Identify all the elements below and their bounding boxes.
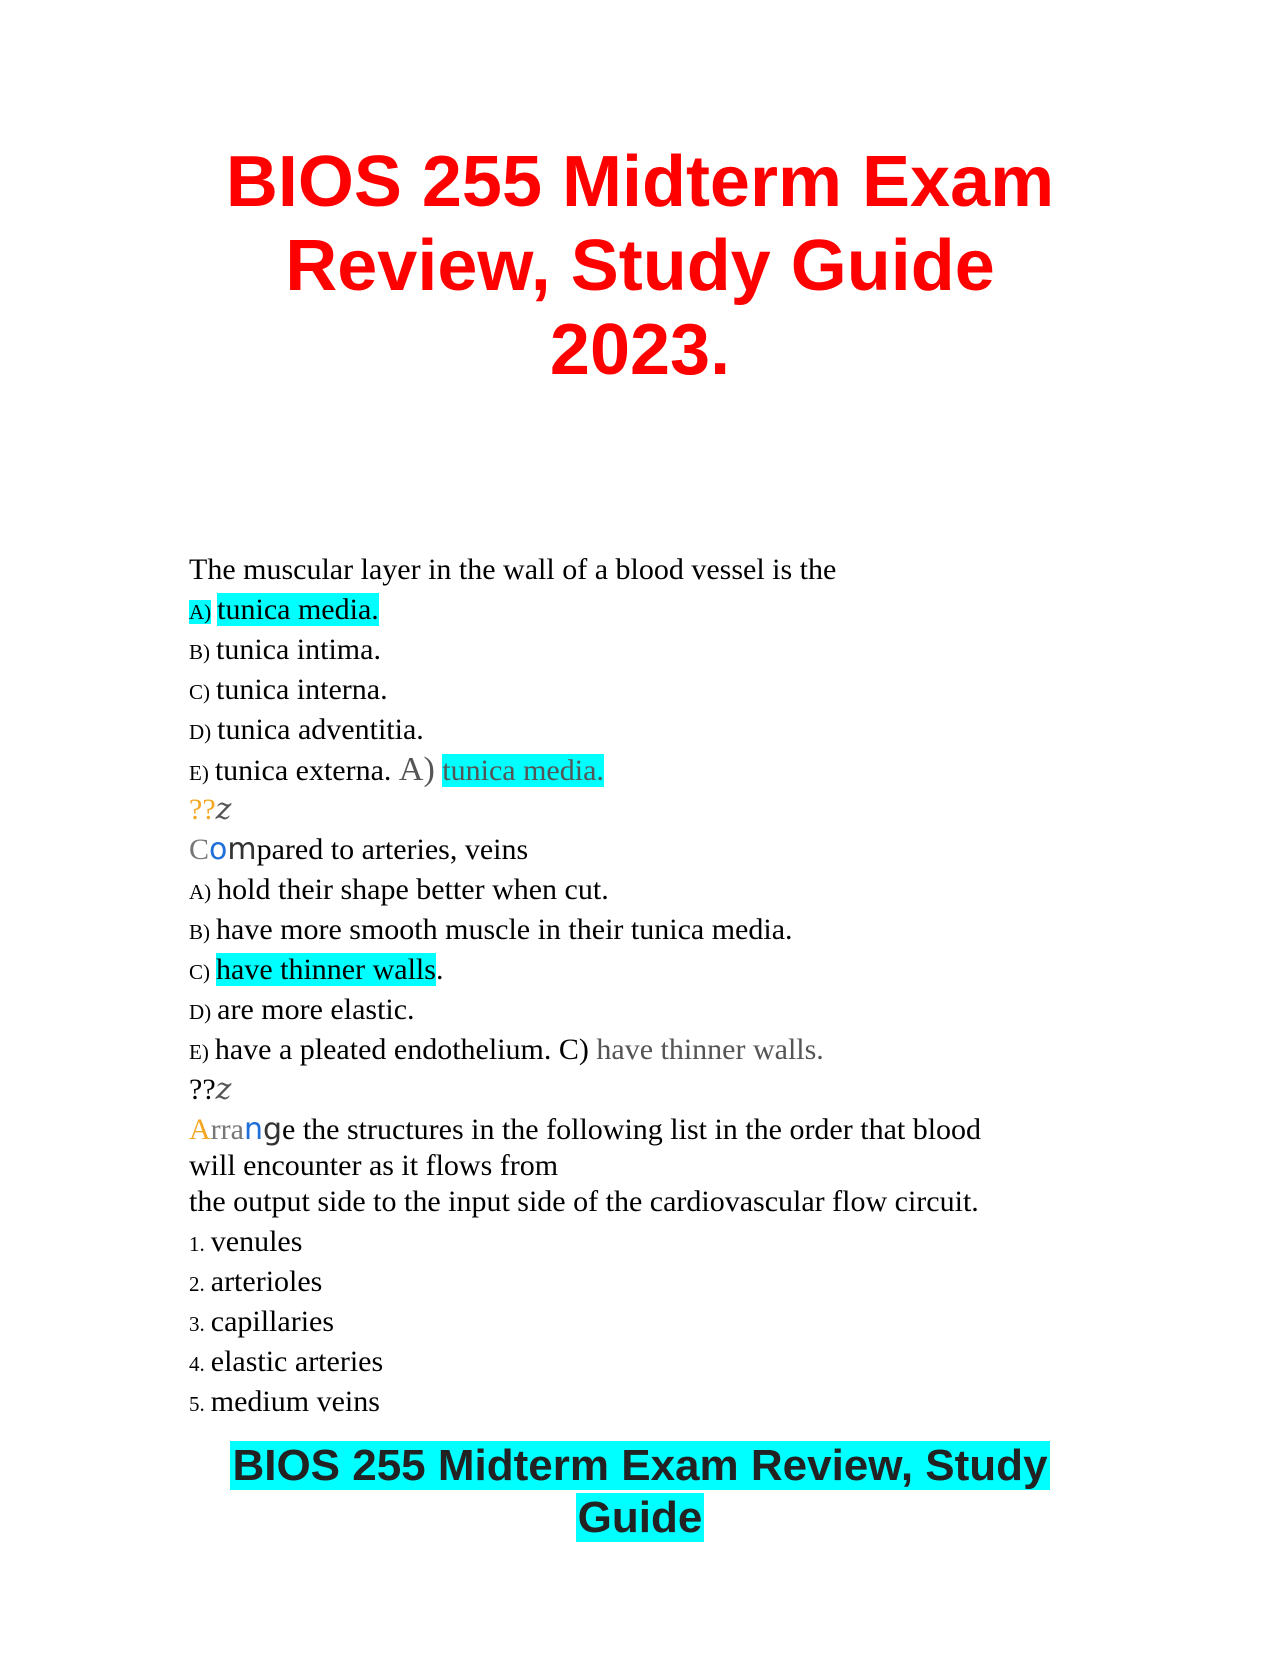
footer-heading: [0, 1440, 1280, 1544]
option-text-highlighted: have thinner walls: [216, 953, 436, 986]
item-number: 1.: [189, 1232, 205, 1256]
document-body: [189, 550, 1089, 1422]
separator-mark-2: [189, 1070, 1089, 1110]
option-letter: B): [189, 640, 210, 664]
question-1-option-e: [189, 750, 1089, 790]
answer-text: have thinner walls.: [596, 1033, 824, 1066]
question-1-option-a: [189, 590, 1089, 630]
question-2-option-b: [189, 910, 1089, 950]
option-letter: A): [189, 880, 212, 904]
option-letter: D): [189, 720, 212, 744]
answer-text: tunica media.: [442, 754, 604, 787]
question-marks: ??: [189, 1073, 216, 1106]
option-suffix: .: [435, 953, 444, 986]
option-text: tunica externa.: [214, 754, 392, 787]
option-letter: D): [189, 1000, 212, 1024]
question-2-option-a: [189, 870, 1089, 910]
footer-line-1: BIOS 255 Midterm Exam Review, Study: [232, 1441, 1048, 1490]
option-text: tunica intima.: [216, 633, 381, 666]
question-3-stem-line-3: the output side to the input side of the cardiovascular flow circuit.: [189, 1185, 979, 1218]
item-text: venules: [210, 1225, 303, 1258]
stem-fragment: n: [243, 1112, 263, 1147]
option-letter: E): [189, 761, 209, 785]
item-number: 4.: [189, 1352, 205, 1376]
question-3-stem: [189, 1110, 1089, 1150]
stem-fragment: g: [262, 1112, 283, 1147]
question-1-option-c: [189, 670, 1089, 710]
stem-fragment: C: [189, 833, 210, 866]
stem-fragment: m: [227, 832, 257, 867]
stem-fragment: e the structures in the following list in the order that blood: [282, 1113, 982, 1146]
option-text: have more smooth muscle in their tunica media.: [216, 913, 793, 946]
item-number: 3.: [189, 1312, 205, 1336]
question-2-stem: [189, 830, 1089, 870]
title-line-1: BIOS 255 Midterm Exam: [225, 142, 1055, 222]
answer-letter: A): [398, 751, 435, 788]
option-letter: B): [189, 920, 210, 944]
footer-line-2: Guide: [577, 1493, 703, 1542]
option-text: hold their shape better when cut.: [217, 873, 609, 906]
answer-letter: C): [558, 1033, 589, 1066]
option-letter: E): [189, 1040, 209, 1064]
option-letter: A): [189, 600, 212, 624]
document-title: [0, 140, 1280, 392]
title-line-2: Review, Study Guide: [285, 226, 995, 306]
question-2-option-d: [189, 990, 1089, 1030]
item-text: medium veins: [210, 1385, 380, 1418]
option-text: have a pleated endothelium.: [214, 1033, 552, 1066]
list-item-2: [189, 1262, 1089, 1302]
option-letter: C): [189, 960, 210, 984]
option-text: tunica interna.: [216, 673, 388, 706]
option-letter: C): [189, 680, 210, 704]
stem-fragment: A: [189, 1113, 211, 1146]
option-text-highlighted: tunica media.: [217, 593, 379, 626]
stem-fragment: pared to arteries, veins: [256, 833, 529, 866]
z-mark: z: [215, 1072, 232, 1107]
list-item-1: [189, 1222, 1089, 1262]
item-text: arterioles: [210, 1265, 323, 1298]
question-1-option-d: [189, 710, 1089, 750]
item-number: 5.: [189, 1392, 205, 1416]
question-3-stem-line-2: will encounter as it flows from: [189, 1149, 559, 1182]
list-item-4: [189, 1342, 1089, 1382]
item-number: 2.: [189, 1272, 205, 1296]
question-marks: ??: [189, 793, 216, 826]
option-text: tunica adventitia.: [217, 713, 424, 746]
question-2-option-e: [189, 1030, 1089, 1070]
title-line-3: 2023.: [549, 310, 731, 390]
question-2-option-c: [189, 950, 1089, 990]
option-text: are more elastic.: [217, 993, 415, 1026]
z-mark: z: [215, 792, 232, 827]
question-1-stem: The muscular layer in the wall of a blood vessel is the: [189, 553, 837, 586]
stem-fragment: o: [209, 832, 228, 867]
stem-fragment: rra: [210, 1113, 244, 1146]
question-1-option-b: [189, 630, 1089, 670]
list-item-5: [189, 1382, 1089, 1422]
item-text: capillaries: [210, 1305, 335, 1338]
list-item-3: [189, 1302, 1089, 1342]
separator-mark-1: [189, 790, 1089, 830]
item-text: elastic arteries: [210, 1345, 384, 1378]
